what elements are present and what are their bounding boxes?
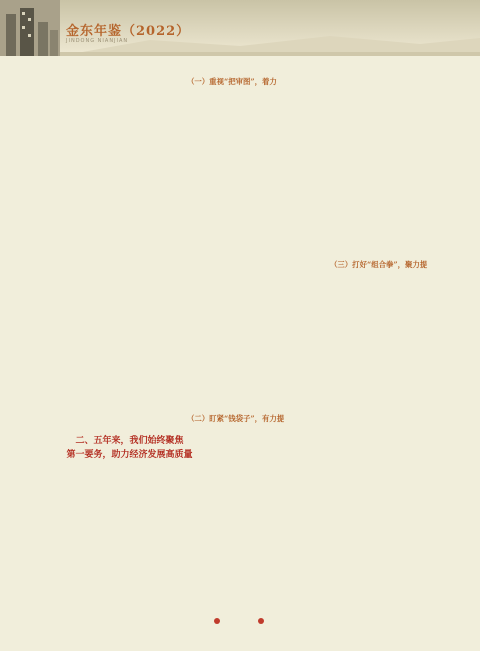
- subsection-heading: （二）盯紧“钱袋子”，有力提: [187, 414, 285, 423]
- page-ornament-icon: [214, 618, 220, 624]
- subsection-heading: （三）打好“组合拳”，聚力提: [330, 260, 428, 269]
- section-heading-line2: 第一要务，助力经济发展高质量: [66, 450, 193, 460]
- section-heading: 二、五年来，我们始终聚焦: [75, 436, 184, 446]
- subsection-heading: （一）重视“把审图”，着力: [187, 77, 277, 86]
- running-header: [0, 0, 480, 56]
- yearbook-title: 金东年鉴（2022）: [66, 24, 191, 39]
- yearbook-subtitle: JINDONG NIANJIAN: [66, 38, 129, 44]
- page-ornament-icon: [258, 618, 264, 624]
